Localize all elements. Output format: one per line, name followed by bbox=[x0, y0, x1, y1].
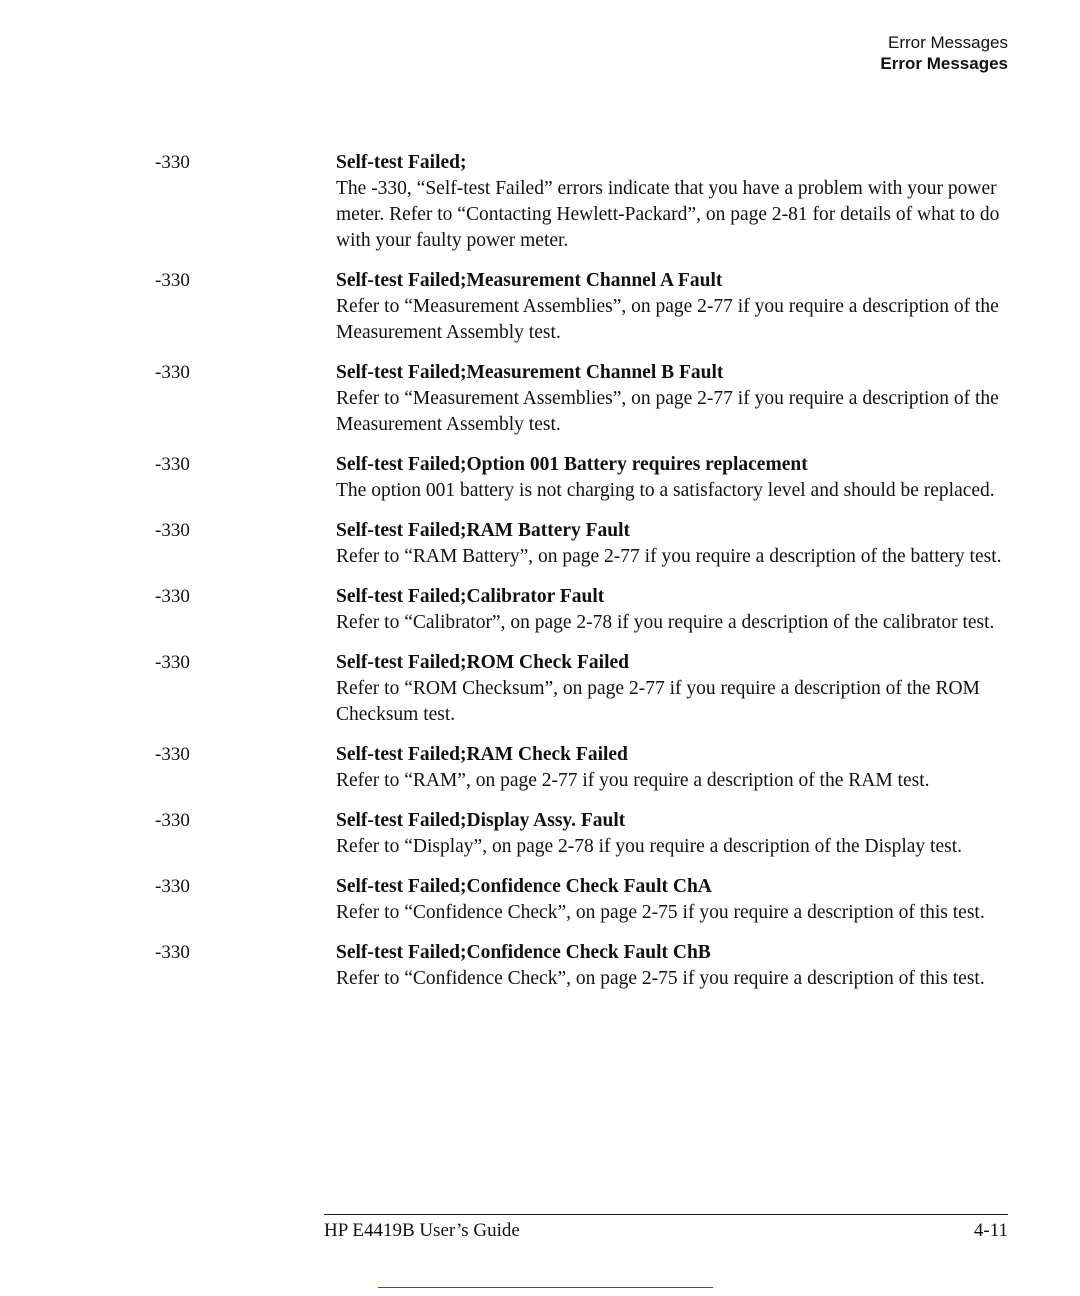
error-description: Refer to “Measurement Assemblies”, on page 2-77 if you require a description of the Measurement Assembly test. bbox=[336, 388, 999, 435]
error-entry bbox=[155, 650, 1015, 728]
link-underline[interactable] bbox=[378, 1287, 713, 1288]
error-entry bbox=[155, 518, 1015, 570]
error-title: Self-test Failed;Confidence Check Fault ChB bbox=[336, 942, 711, 963]
error-description: Refer to “Confidence Check”, on page 2-75 if you require a description of this test. bbox=[336, 968, 985, 989]
error-entry bbox=[155, 452, 1015, 504]
error-title: Self-test Failed;Display Assy. Fault bbox=[336, 810, 626, 831]
error-code: -330 bbox=[155, 152, 190, 173]
error-description: Refer to “Calibrator”, on page 2-78 if you require a description of the calibrator test. bbox=[336, 612, 995, 633]
error-description: The option 001 battery is not charging to a satisfactory level and should be replaced. bbox=[336, 480, 995, 501]
error-code: -330 bbox=[155, 942, 190, 963]
error-code: -330 bbox=[155, 454, 190, 475]
section-title: Error Messages bbox=[880, 54, 1008, 73]
error-title: Self-test Failed;ROM Check Failed bbox=[336, 652, 629, 673]
error-code: -330 bbox=[155, 520, 190, 541]
error-title: Self-test Failed;RAM Check Failed bbox=[336, 744, 628, 765]
error-title: Self-test Failed;Confidence Check Fault ChA bbox=[336, 876, 712, 897]
error-code: -330 bbox=[155, 876, 190, 897]
error-entry bbox=[155, 584, 1015, 636]
error-description: Refer to “ROM Checksum”, on page 2-77 if you require a description of the ROM Checksum test. bbox=[336, 678, 980, 725]
error-code: -330 bbox=[155, 362, 190, 383]
error-title: Self-test Failed;Option 001 Battery requires replacement bbox=[336, 454, 808, 475]
footer-divider bbox=[324, 1214, 1008, 1215]
error-description: Refer to “RAM Battery”, on page 2-77 if you require a description of the battery test. bbox=[336, 546, 1002, 567]
error-title: Self-test Failed;Measurement Channel B Fault bbox=[336, 362, 724, 383]
footer-guide-title: HP E4419B User’s Guide bbox=[324, 1220, 520, 1241]
error-code: -330 bbox=[155, 586, 190, 607]
error-code: -330 bbox=[155, 652, 190, 673]
error-title: Self-test Failed;RAM Battery Fault bbox=[336, 520, 631, 541]
error-description: Refer to “RAM”, on page 2-77 if you require a description of the RAM test. bbox=[336, 770, 930, 791]
chapter-title: Error Messages bbox=[888, 33, 1008, 52]
error-message-list bbox=[155, 150, 1015, 1006]
error-code: -330 bbox=[155, 744, 190, 765]
error-entry bbox=[155, 150, 1015, 254]
error-description: Refer to “Measurement Assemblies”, on page 2-77 if you require a description of the Measurement Assembly test. bbox=[336, 296, 999, 343]
error-description: The -330, “Self-test Failed” errors indicate that you have a problem with your power meter. Refer to “Contacting Hewlett-Packard”, on page 2-81 for details of what to do with your faulty power meter. bbox=[336, 178, 1000, 251]
error-title: Self-test Failed; bbox=[336, 152, 467, 173]
running-header bbox=[880, 32, 1008, 74]
error-code: -330 bbox=[155, 270, 190, 291]
error-title: Self-test Failed;Measurement Channel A Fault bbox=[336, 270, 723, 291]
error-entry bbox=[155, 360, 1015, 438]
page-number: 4-11 bbox=[973, 1220, 1008, 1241]
error-entry bbox=[155, 874, 1015, 926]
error-entry bbox=[155, 808, 1015, 860]
error-title: Self-test Failed;Calibrator Fault bbox=[336, 586, 605, 607]
error-entry bbox=[155, 940, 1015, 992]
error-entry bbox=[155, 268, 1015, 346]
error-description: Refer to “Display”, on page 2-78 if you require a description of the Display test. bbox=[336, 836, 962, 857]
error-entry bbox=[155, 742, 1015, 794]
error-description: Refer to “Confidence Check”, on page 2-75 if you require a description of this test. bbox=[336, 902, 985, 923]
error-code: -330 bbox=[155, 810, 190, 831]
